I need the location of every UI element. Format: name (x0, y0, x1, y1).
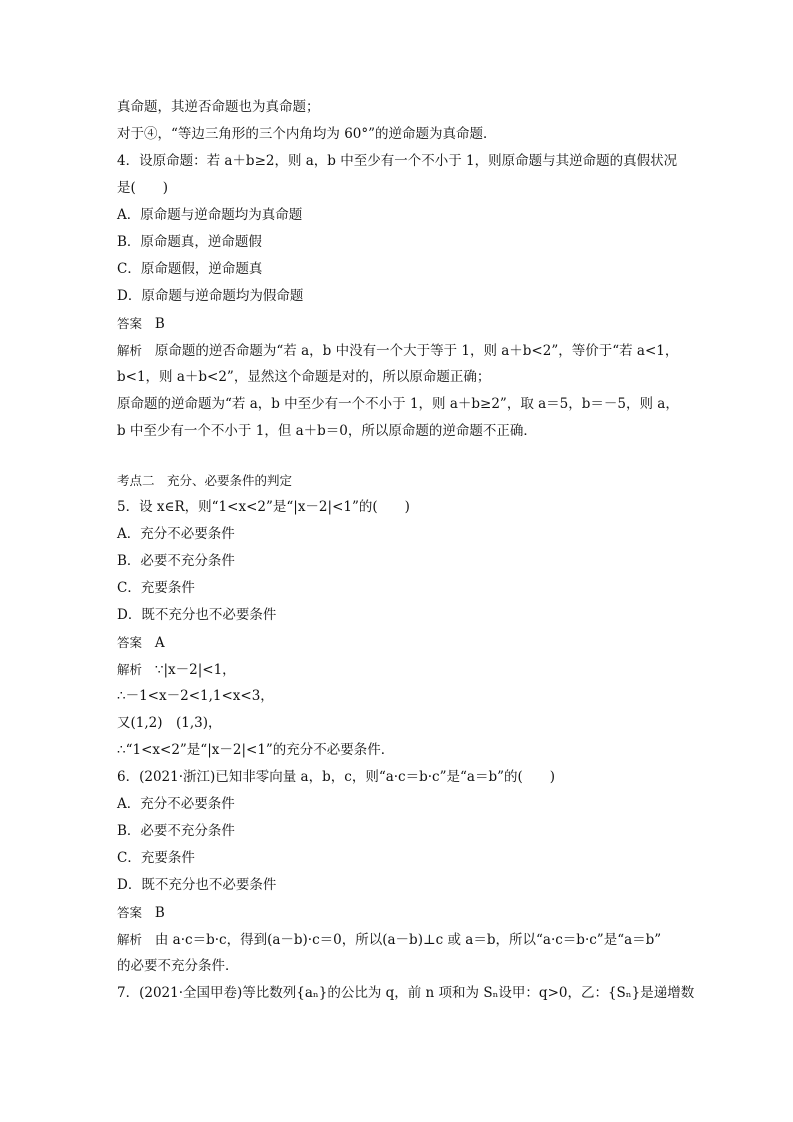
answer-label: 答案 (117, 905, 143, 920)
question-5-option-b: B．必要不充分条件 (117, 553, 235, 569)
spacer (117, 445, 682, 467)
text-line: 对于④，“等边三角形的三个内角均为 60°”的逆命题为真命题． (117, 126, 497, 142)
question-4-option-b: B．原命题真，逆命题假 (117, 234, 262, 250)
question-4-option-c: C．原命题假，逆命题真 (117, 261, 263, 277)
explanation-label: 解析 (117, 662, 143, 677)
question-6-answer (117, 899, 682, 926)
question-6-stem: 6．(2021·浙江)已知非零向量 a，b，c，则“a·c＝b·c”是“a＝b”的( ) (117, 769, 556, 785)
answer-value: B (154, 316, 165, 332)
explanation-text: 原命题的逆否命题为“若 a，b 中没有一个大于等于 1，则 a＋b<2”，等价于“若 a<1， (154, 343, 679, 359)
question-4-answer (117, 310, 682, 337)
question-6-option-c: C．充要条件 (117, 850, 195, 866)
question-5-option-a: A．充分不必要条件 (117, 526, 235, 542)
answer-label: 答案 (117, 635, 143, 650)
answer-value: B (154, 905, 165, 921)
text-line: 原命题的逆命题为“若 a，b 中至少有一个不小于 1，则 a＋b≥2”，取 a＝5，b＝－5，则 a， (117, 396, 679, 412)
text-line: 又(1,2) (1,3)， (117, 715, 222, 731)
text-line: ∴“1<x<2”是“|x－2|<1”的充分不必要条件． (117, 742, 395, 758)
explanation-text: 由 a·c＝b·c，得到(a－b)·c＝0，所以(a－b)⊥c 或 a＝b，所以“a·c＝b·c”是“a＝b” (154, 932, 662, 948)
question-5-option-d: D．既不充分也不必要条件 (117, 607, 277, 623)
answer-value: A (154, 635, 165, 651)
question-7-stem: 7．(2021·全国甲卷)等比数列{aₙ}的公比为 q，前 n 项和为 Sₙ设甲：q>0，乙：{Sₙ}是递增数 (117, 985, 695, 1001)
explanation-label: 解析 (117, 343, 143, 358)
text-line: ∴－1<x－2<1,1<x<3， (117, 688, 274, 704)
question-5-explanation (117, 656, 682, 683)
text-line: 的必要不充分条件． (117, 958, 239, 974)
question-4-stem-cont: 是( ) (117, 180, 169, 196)
text-line: 真命题，其逆否命题也为真命题； (117, 99, 320, 115)
question-5-answer (117, 629, 682, 656)
question-6-option-a: A．充分不必要条件 (117, 796, 235, 812)
question-4-option-d: D．原命题与逆命题均为假命题 (117, 288, 304, 304)
section-title: 考点二 充分、必要条件的判定 (117, 473, 293, 488)
document-page (117, 94, 695, 1007)
question-6-option-d: D．既不充分也不必要条件 (117, 877, 277, 893)
question-4-stem: 4．设原命题：若 a＋b≥2，则 a，b 中至少有一个不小于 1，则原命题与其逆命题的真假状况 (117, 153, 678, 169)
text-line: b<1，则 a＋b<2”，显然这个命题是对的，所以原命题正确； (117, 369, 491, 385)
answer-label: 答案 (117, 316, 143, 331)
question-4-option-a: A．原命题与逆命题均为真命题 (117, 207, 303, 223)
text-line: b 中至少有一个不小于 1，但 a＋b＝0，所以原命题的逆命题不正确． (117, 423, 537, 439)
question-6-explanation (117, 926, 682, 953)
question-5-stem: 5．设 x∈R，则“1<x<2”是“|x－2|<1”的( ) (117, 499, 410, 515)
explanation-text: ∵|x－2|<1， (154, 662, 236, 678)
question-4-explanation (117, 337, 682, 364)
question-6-option-b: B．必要不充分条件 (117, 823, 235, 839)
explanation-label: 解析 (117, 932, 143, 947)
question-5-option-c: C．充要条件 (117, 580, 195, 596)
